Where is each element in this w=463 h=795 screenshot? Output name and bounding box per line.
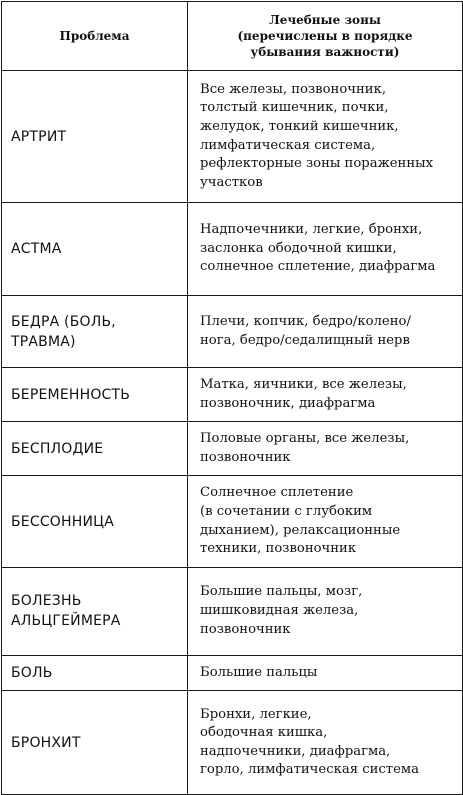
- zones-line: дыханием), релаксационные: [200, 522, 401, 538]
- zones-line: желудок, тонкий кишечник,: [200, 118, 399, 134]
- zones-line: (в сочетании с глубоким: [200, 503, 373, 519]
- problem-line: БРОНХИТ: [11, 734, 81, 751]
- problem-line: БЕРЕМЕННОСТЬ: [11, 386, 131, 403]
- zones-line: Солнечное сплетение: [200, 485, 354, 501]
- zones-cell: [188, 567, 463, 655]
- table-row: [2, 476, 463, 567]
- zones-cell: [188, 476, 463, 567]
- problem-line: БЕССОННИЦА: [11, 513, 114, 530]
- problem-line: ТРАВМА): [11, 333, 76, 350]
- zones-line: нога, бедро/седалищный нерв: [200, 332, 410, 348]
- table-row: [2, 71, 463, 203]
- header-row: [2, 2, 463, 71]
- table-body: [2, 71, 463, 795]
- zones-cell: [188, 71, 463, 203]
- header-zones-line: убывания важности): [250, 45, 400, 59]
- problem-line: АСТМА: [11, 241, 62, 257]
- table-row: [2, 368, 463, 422]
- problem-line: БЕСПЛОДИЕ: [11, 440, 104, 457]
- zones-cell: [188, 368, 463, 422]
- problem-cell: [2, 422, 188, 476]
- zones-line: Бронхи, легкие,: [200, 706, 312, 722]
- zones-line: Плечи, копчик, бедро/колено/: [200, 313, 411, 329]
- problem-cell: [2, 476, 188, 567]
- header-problem: [2, 2, 188, 71]
- zones-line: Половые органы, все железы,: [200, 431, 410, 447]
- zones-line: техники, позвоночник: [200, 541, 357, 557]
- problem-line: БОЛЕЗНЬ: [11, 593, 82, 610]
- problem-line: БОЛЬ: [11, 665, 53, 682]
- zones-line: солнечное сплетение, диафрагма: [200, 259, 436, 275]
- problem-cell: [2, 203, 188, 296]
- zones-cell: [188, 691, 463, 795]
- table-header: [2, 2, 463, 71]
- zones-cell: [188, 422, 463, 476]
- problem-line: АРТРИТ: [11, 128, 67, 145]
- zones-line: рефлекторные зоны пораженных: [200, 156, 434, 172]
- problem-cell: [2, 691, 188, 795]
- reflexology-zones-table: [1, 1, 463, 795]
- zones-line: Матка, яичники, все железы,: [200, 377, 407, 392]
- problem-cell: [2, 368, 188, 422]
- zones-line: Все железы, позвоночник,: [200, 81, 387, 97]
- zones-cell: [188, 655, 463, 691]
- table-row: [2, 296, 463, 368]
- header-zones-label: [188, 12, 462, 60]
- table-row: [2, 691, 463, 795]
- problem-cell: [2, 296, 188, 368]
- problem-line: АЛЬЦГЕЙМЕРА: [11, 613, 121, 630]
- zones-cell: [188, 203, 463, 296]
- problem-cell: [2, 71, 188, 203]
- zones-line: участков: [200, 174, 263, 190]
- header-zones: [188, 2, 463, 71]
- zones-line: позвоночник: [200, 621, 291, 637]
- zones-line: позвоночник, диафрагма: [200, 395, 376, 411]
- table-row: [2, 655, 463, 691]
- problem-line: БЕДРА (БОЛЬ,: [11, 313, 116, 330]
- zones-line: Большие пальцы, мозг,: [200, 584, 363, 600]
- zones-line: ободочная кишка,: [200, 725, 328, 741]
- problem-cell: [2, 655, 188, 691]
- zones-line: толстый кишечник, почки,: [200, 100, 389, 116]
- header-problem-label: Проблема: [59, 29, 130, 43]
- zones-line: горло, лимфатическая система: [200, 762, 419, 778]
- zones-line: надпочечники, диафрагма,: [200, 743, 391, 759]
- zones-cell: [188, 296, 463, 368]
- zones-line: заслонка ободочной кишки,: [200, 240, 397, 256]
- table-row: [2, 203, 463, 296]
- zones-line: лимфатическая система,: [200, 137, 376, 153]
- zones-line: Большие пальцы: [200, 664, 318, 680]
- header-zones-line: Лечебные зоны: [269, 13, 381, 27]
- zones-line: Надпочечники, легкие, бронхи,: [200, 222, 423, 238]
- zones-line: шишковидная железа,: [200, 602, 359, 618]
- table-row: [2, 422, 463, 476]
- header-zones-line: (перечислены в порядке: [237, 29, 413, 43]
- table-row: [2, 567, 463, 655]
- zones-line: позвоночник: [200, 449, 291, 465]
- problem-cell: [2, 567, 188, 655]
